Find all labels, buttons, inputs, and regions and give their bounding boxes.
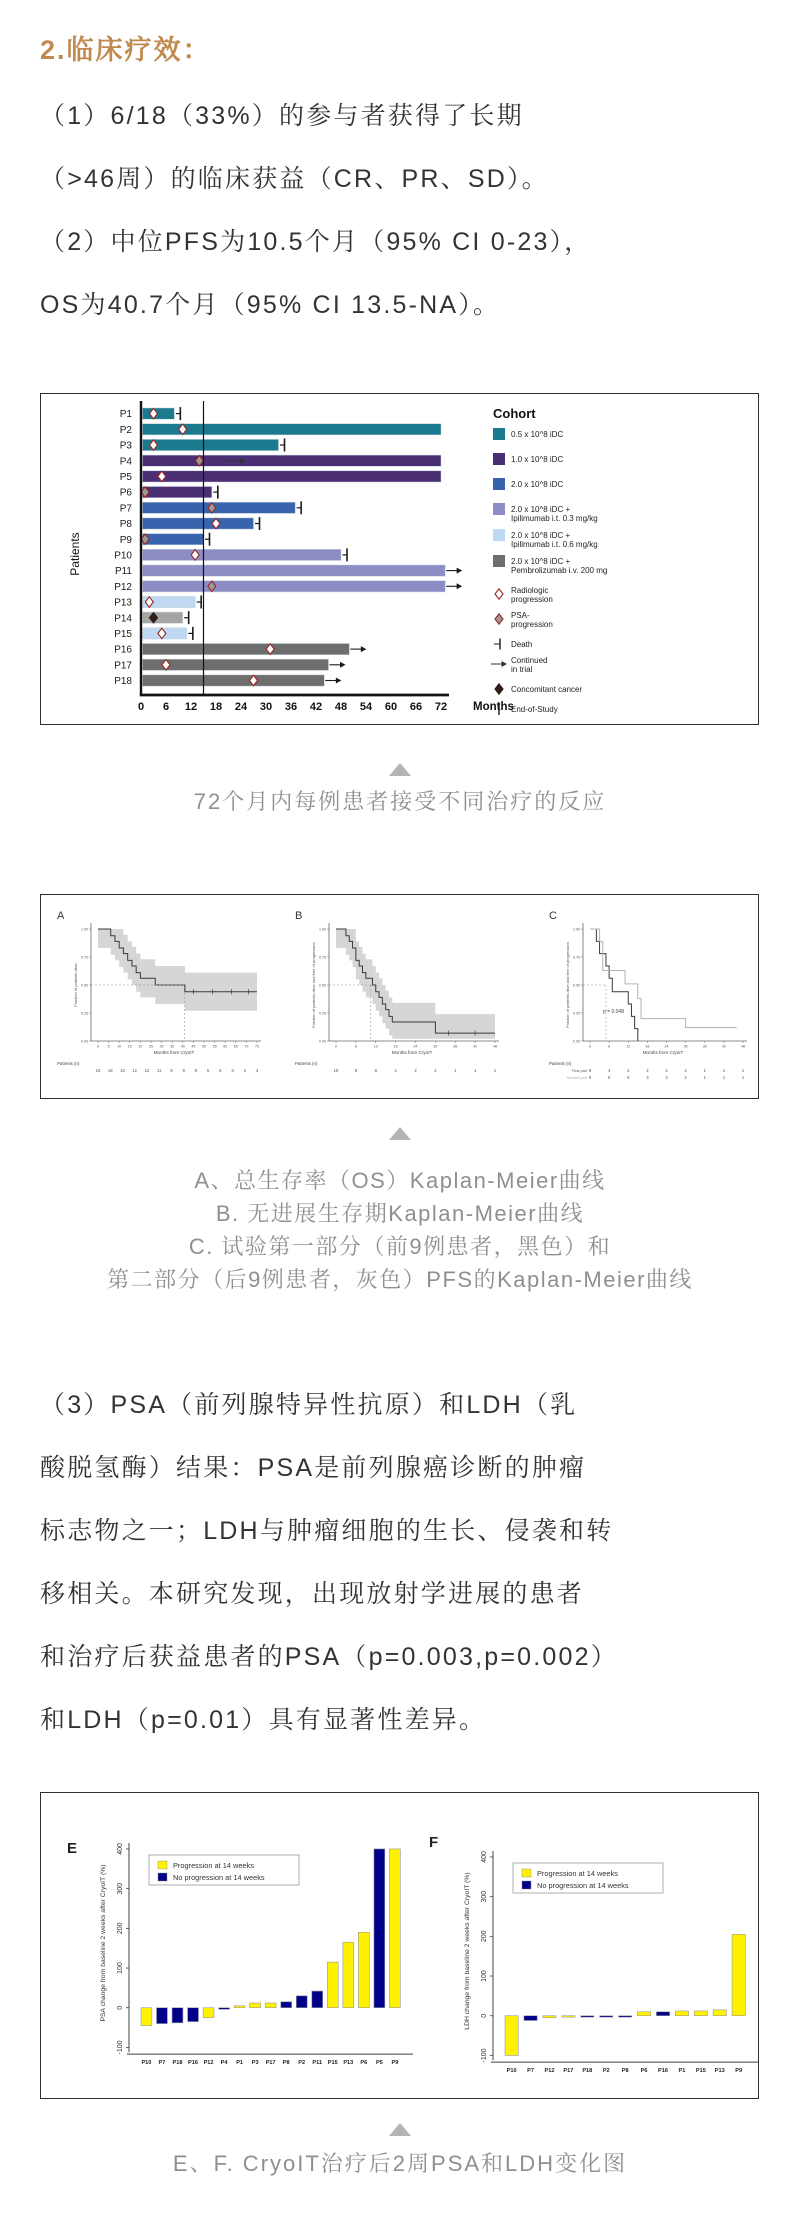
swimmer-bar-P4 [143,455,442,466]
paragraph-line: （1）6/18（33%）的参与者获得了长期 [40,102,524,130]
svg-text:36: 36 [284,701,298,713]
svg-text:P8: P8 [119,519,132,531]
svg-text:66: 66 [409,701,423,713]
svg-text:P10: P10 [141,2060,152,2067]
svg-text:0: 0 [97,1044,99,1049]
svg-text:P11: P11 [114,566,132,578]
svg-text:0.50: 0.50 [81,983,88,988]
svg-text:0.25: 0.25 [319,1011,326,1016]
svg-text:P6: P6 [640,2068,648,2075]
svg-text:P5: P5 [375,2060,383,2067]
section-heading: 2.临床疗效： [40,35,212,65]
swimmer-bar-P6 [143,487,212,498]
waterfall-caption: E、F. CryoIT治疗后2周PSA和LDH变化图 [172,2151,628,2176]
svg-text:P15: P15 [695,2068,706,2075]
paragraph-line: OS为40.7个月（95% CI 13.5-NA）。 [40,291,501,319]
km-caption-line: A、总生存率（OS）Kaplan-Meier曲线 [194,1168,606,1193]
svg-text:72: 72 [434,701,448,713]
svg-text:15: 15 [120,1068,125,1073]
swimmer-bar-P3 [143,439,279,450]
km-caption-block [40,1164,760,1296]
svg-text:P4: P4 [119,456,132,468]
svg-text:40: 40 [180,1044,185,1049]
svg-text:1: 1 [454,1068,457,1073]
svg-text:in trial: in trial [511,665,533,674]
svg-text:Concomitant cancer: Concomitant cancer [511,685,583,694]
svg-text:P3: P3 [119,440,132,452]
svg-text:100: 100 [117,1962,124,1974]
e-bar-P6 [358,1932,369,2007]
svg-text:0.00: 0.00 [573,1039,580,1044]
svg-text:400: 400 [117,1843,124,1855]
svg-text:P17: P17 [114,660,132,672]
svg-text:12: 12 [132,1068,138,1073]
svg-text:E: E [67,1840,78,1857]
svg-text:P7: P7 [119,503,132,515]
paragraph-line: 酸脱氢酶）结果：PSA是前列腺癌诊断的肿瘤 [40,1454,587,1482]
paragraph-psa-ldh [40,1374,760,1752]
svg-text:2: 2 [394,1068,397,1073]
paragraph-clinical-efficacy [40,85,760,337]
svg-text:P1: P1 [236,2060,244,2067]
svg-text:1: 1 [741,1068,745,1073]
swimmer-bar-P7 [143,502,296,513]
svg-text:12: 12 [373,1044,378,1049]
svg-text:P18: P18 [582,2068,593,2075]
svg-text:3: 3 [665,1075,668,1080]
paragraph-line: 标志物之一；LDH与肿瘤细胞的生长、侵袭和转 [40,1517,614,1545]
f-bar-P12 [543,2016,556,2018]
svg-text:25: 25 [149,1044,153,1049]
svg-text:P15: P15 [114,629,132,640]
e-bar-P15 [327,1962,338,2008]
svg-text:F: F [429,1834,439,1851]
svg-text:P17: P17 [563,2068,574,2075]
svg-text:P1: P1 [119,409,132,421]
svg-text:Death: Death [511,640,533,649]
svg-text:300: 300 [481,1890,488,1903]
swimmer-bar-P5 [143,471,442,482]
svg-text:Cohort: Cohort [493,406,536,421]
e-bar-P2 [296,1996,307,2008]
svg-text:48: 48 [741,1044,745,1049]
svg-text:First part: First part [572,1069,587,1073]
e-bar-P17 [265,2003,276,2008]
svg-text:0.75: 0.75 [81,955,88,960]
svg-text:progression: progression [511,620,553,629]
waterfall-charts [41,1793,758,2098]
triangle-up-icon [389,1127,411,1140]
svg-text:P18: P18 [172,2060,183,2067]
e-bar-P12 [203,2008,214,2018]
swimmer-bar-P1 [143,408,175,419]
svg-text:2: 2 [684,1068,687,1073]
svg-text:P13: P13 [343,2060,354,2067]
svg-text:0.75: 0.75 [319,955,326,960]
svg-text:5: 5 [219,1068,222,1073]
paragraph-line: （>46周）的临床获益（CR、PR、SD）。 [40,165,549,193]
svg-text:2: 2 [684,1075,687,1080]
svg-text:progression: progression [511,595,553,604]
swimmer-bar-P11 [143,565,446,576]
svg-text:P9: P9 [119,534,132,546]
svg-text:3: 3 [255,1068,259,1073]
svg-text:60: 60 [223,1044,228,1049]
svg-text:Months: Months [473,701,514,713]
svg-text:30: 30 [433,1044,438,1049]
svg-text:PSA change from baseline 2 wee: PSA change from baseline 2 weeks after CryoIT (%) [100,1864,107,2022]
svg-text:P9: P9 [735,2068,743,2075]
svg-text:18: 18 [209,701,223,713]
svg-text:P13: P13 [114,597,132,609]
svg-text:1: 1 [741,1075,745,1080]
svg-text:P12: P12 [203,2060,214,2067]
svg-text:0.50: 0.50 [319,983,326,988]
svg-text:P7: P7 [158,2060,166,2067]
svg-text:End-of-Study: End-of-Study [511,705,558,714]
svg-text:Months from CryoIT: Months from CryoIT [642,1050,684,1055]
f-bar-P16 [656,2012,669,2016]
svg-text:1: 1 [493,1068,497,1073]
svg-text:45: 45 [191,1044,196,1049]
svg-text:1.00: 1.00 [573,927,580,932]
svg-text:Patients (n): Patients (n) [549,1061,572,1066]
svg-text:6: 6 [354,1044,357,1049]
paragraph-line: 移相关。本研究发现，出现放射学进展的患者 [40,1580,585,1608]
svg-text:P4: P4 [220,2060,228,2067]
svg-text:65: 65 [233,1044,238,1049]
svg-text:0.50: 0.50 [573,983,580,988]
svg-text:Pembrolizumab i.v. 200 mg: Pembrolizumab i.v. 200 mg [511,566,608,575]
svg-text:P2: P2 [298,2060,306,2067]
svg-text:P17: P17 [265,2060,276,2067]
svg-text:LDH change from baseline 2 wee: LDH change from baseline 2 weeks after CryoIT (%) [464,1872,471,2030]
svg-text:2.0 x 10^8 iDC +: 2.0 x 10^8 iDC + [511,505,571,514]
svg-text:6: 6 [162,701,170,713]
article-content [0,28,800,2228]
svg-text:9: 9 [354,1068,358,1073]
km-caption-line: 第二部分（后9例患者，灰色）PFS的Kaplan-Meier曲线 [107,1267,693,1292]
svg-text:54: 54 [359,701,373,713]
swimmer-bar-P14 [143,612,183,623]
svg-text:2.0 x 10^8 iDC +: 2.0 x 10^8 iDC + [511,557,571,566]
svg-text:0.00: 0.00 [81,1039,88,1044]
svg-text:P11: P11 [312,2060,323,2067]
svg-text:5: 5 [206,1068,210,1073]
svg-text:15: 15 [127,1044,132,1049]
svg-text:24: 24 [234,701,248,713]
svg-text:Patients (n): Patients (n) [295,1061,318,1066]
svg-text:42: 42 [721,1044,726,1049]
e-bar-P4 [219,2008,230,2010]
swimmer-bar-P12 [143,581,446,592]
svg-text:PSA-: PSA- [511,611,530,620]
svg-text:10: 10 [117,1044,122,1049]
svg-text:1: 1 [722,1068,726,1073]
svg-text:P12: P12 [544,2068,555,2075]
svg-text:75: 75 [255,1044,259,1049]
svg-text:0: 0 [137,701,145,713]
svg-text:-100: -100 [117,2040,124,2055]
svg-text:2: 2 [434,1068,437,1073]
svg-text:3: 3 [231,1068,234,1073]
svg-text:11: 11 [156,1068,162,1073]
svg-text:5: 5 [627,1075,630,1080]
triangle-up-icon [389,763,411,776]
svg-text:12: 12 [184,701,198,713]
svg-text:24: 24 [413,1044,418,1049]
svg-text:2: 2 [665,1068,668,1073]
svg-text:0: 0 [335,1044,337,1049]
svg-text:5: 5 [107,1044,110,1049]
svg-text:2.0 x 10^8 iDC: 2.0 x 10^8 iDC [511,480,564,489]
svg-text:P18: P18 [114,676,132,688]
e-bar-P13 [343,1942,354,2008]
svg-text:42: 42 [309,701,323,713]
svg-text:9: 9 [182,1068,185,1073]
svg-text:1.00: 1.00 [81,927,88,932]
kaplan-meier-chart [41,895,758,1098]
svg-text:6: 6 [608,1044,611,1049]
e-bar-P5 [374,1849,385,2008]
svg-text:9: 9 [588,1075,592,1080]
svg-text:P10: P10 [506,2068,517,2075]
figure-psa-ldh-waterfall [40,1792,759,2099]
svg-text:P2: P2 [119,424,132,436]
swimmer-caption: 72个月内每例患者接受不同治疗的反应 [193,789,607,814]
svg-text:30: 30 [259,701,273,713]
svg-text:1: 1 [473,1068,477,1073]
svg-text:Patients: Patients [68,532,82,576]
svg-text:48: 48 [334,701,348,713]
svg-text:70: 70 [244,1044,249,1049]
f-bar-P2 [600,2016,613,2017]
svg-text:Fraction of patients alive: Fraction of patients alive [73,963,78,1007]
svg-text:0.75: 0.75 [573,955,580,960]
svg-text:P16: P16 [658,2068,668,2075]
f-bar-P15 [694,2011,707,2016]
swimmer-bar-P16 [143,644,350,655]
svg-text:Radiologic: Radiologic [511,586,549,595]
swimmer-bar-P10 [143,549,342,560]
svg-text:Ipilimumab i.t. 0.3 mg/kg: Ipilimumab i.t. 0.3 mg/kg [511,514,598,523]
svg-text:8: 8 [374,1068,377,1073]
svg-text:P6: P6 [360,2060,368,2067]
svg-text:P14: P14 [114,613,132,625]
svg-text:1.0 x 10^8 iDC: 1.0 x 10^8 iDC [511,455,564,464]
svg-text:4: 4 [607,1068,611,1073]
e-bar-P16 [188,2008,199,2022]
svg-text:0.5 x 10^8 iDC: 0.5 x 10^8 iDC [511,430,564,439]
triangle-up-icon [389,2123,411,2136]
e-bar-P9 [389,1849,400,2008]
paragraph-line: 和治疗后获益患者的PSA（p=0.003,p=0.002） [40,1643,618,1671]
svg-text:200: 200 [117,1922,124,1935]
svg-text:9: 9 [170,1068,173,1073]
svg-text:P13: P13 [714,2068,725,2075]
svg-text:No progression at 14 weeks: No progression at 14 weeks [173,1873,265,1882]
svg-text:8: 8 [194,1068,198,1073]
svg-text:18: 18 [393,1044,398,1049]
f-bar-P6 [637,2012,650,2016]
svg-text:18: 18 [107,1068,113,1073]
swimmer-bar-P8 [143,518,254,529]
svg-text:Progression at 14 weeks: Progression at 14 weeks [537,1869,618,1878]
svg-text:P2: P2 [602,2068,610,2075]
figure-kaplan-meier [40,894,759,1099]
svg-text:2.0 x 10^8 iDC +: 2.0 x 10^8 iDC + [511,531,571,540]
svg-text:C: C [549,910,557,922]
f-bar-P17 [562,2016,575,2017]
svg-text:18: 18 [645,1044,650,1049]
svg-text:30: 30 [159,1044,164,1049]
svg-text:35: 35 [170,1044,175,1049]
svg-text:0: 0 [589,1044,591,1049]
svg-text:1: 1 [703,1068,706,1073]
svg-text:Months from CryoIT: Months from CryoIT [391,1050,433,1055]
svg-text:P6: P6 [119,487,132,499]
svg-text:2: 2 [627,1068,630,1073]
svg-text:P15: P15 [327,2060,338,2067]
e-bar-P11 [312,1991,323,2008]
svg-text:48: 48 [493,1044,497,1049]
paragraph-line: 和LDH（p=0.01）具有显著性差异。 [40,1706,487,1734]
svg-text:1: 1 [703,1075,706,1080]
svg-text:Progression at 14 weeks: Progression at 14 weeks [173,1861,254,1870]
svg-text:2: 2 [414,1068,417,1073]
svg-text:-100: -100 [481,2048,488,2063]
e-bar-P18 [172,2008,183,2023]
svg-text:200: 200 [481,1930,488,1943]
f-bar-P7 [524,2016,537,2021]
svg-text:Fraction of patients alive and: Fraction of patients alive and free of progression [311,942,316,1028]
km-caption-line: C. 试验第一部分（前9例患者，黑色）和 [188,1234,612,1259]
svg-text:1: 1 [722,1075,726,1080]
svg-text:0: 0 [117,2005,124,2010]
svg-text:12: 12 [144,1068,150,1073]
svg-text:50: 50 [202,1044,206,1049]
svg-text:1.00: 1.00 [319,927,326,932]
svg-text:0: 0 [481,2013,488,2018]
swimmer-bar-P18 [143,675,325,686]
svg-text:100: 100 [481,1970,488,1982]
svg-text:18: 18 [95,1068,101,1073]
svg-text:36: 36 [702,1044,707,1049]
svg-text:B: B [295,910,303,922]
f-bar-P10 [505,2016,518,2056]
swimmer-bar-P9 [143,534,204,545]
svg-text:42: 42 [473,1044,478,1049]
svg-text:20: 20 [138,1044,143,1049]
svg-text:Patients (n): Patients (n) [57,1061,80,1066]
km-caption-line: B. 无进展生存期Kaplan-Meier曲线 [215,1201,585,1226]
svg-text:9: 9 [588,1068,592,1073]
svg-text:0.25: 0.25 [573,1011,580,1016]
svg-text:Ipilimumab i.t. 0.6 mg/kg: Ipilimumab i.t. 0.6 mg/kg [511,540,598,549]
svg-text:12: 12 [626,1044,631,1049]
svg-text:300: 300 [117,1882,124,1895]
svg-text:P16: P16 [188,2060,199,2067]
svg-text:p = 0.048: p = 0.048 [603,1009,624,1015]
figure-swimmer-plot [40,393,759,725]
svg-text:18: 18 [333,1068,339,1073]
svg-text:P16: P16 [114,644,132,656]
f-bar-P18 [581,2016,594,2017]
svg-text:60: 60 [384,701,398,713]
svg-text:36: 36 [453,1044,458,1049]
f-bar-P13 [713,2010,726,2016]
f-bar-P8 [619,2016,632,2017]
svg-text:3: 3 [243,1068,246,1073]
e-bar-P8 [281,2002,292,2008]
svg-text:P9: P9 [391,2060,399,2067]
svg-text:P12: P12 [114,581,132,593]
svg-text:3: 3 [646,1075,649,1080]
f-bar-P9 [732,1934,745,2015]
svg-text:P3: P3 [251,2060,259,2067]
e-bar-P3 [250,2003,261,2008]
svg-text:30: 30 [683,1044,688,1049]
e-bar-P1 [234,2006,245,2008]
svg-text:0.00: 0.00 [319,1039,326,1044]
svg-text:P8: P8 [282,2060,290,2067]
paragraph-line: （3）PSA（前列腺特异性抗原）和LDH（乳 [40,1391,578,1419]
svg-text:Fraction of patients alive and: Fraction of patients alive and free of progression [565,942,570,1028]
paragraph-line: （2）中位PFS为10.5个月（95% CI 0-23）， [40,228,592,256]
svg-text:A: A [57,910,65,922]
f-bar-P1 [675,2011,688,2016]
svg-text:55: 55 [212,1044,217,1049]
e-bar-P7 [157,2008,168,2024]
svg-text:400: 400 [481,1851,488,1863]
svg-text:P10: P10 [114,550,132,562]
svg-text:Months from CryoIT: Months from CryoIT [153,1050,195,1055]
svg-text:P7: P7 [527,2068,534,2075]
svg-text:P8: P8 [621,2068,629,2075]
svg-text:0.25: 0.25 [81,1011,88,1016]
svg-text:Continued: Continued [511,656,548,665]
svg-text:2: 2 [646,1068,649,1073]
svg-text:P1: P1 [678,2068,686,2075]
svg-text:24: 24 [664,1044,669,1049]
svg-text:Second part: Second part [566,1076,587,1080]
e-bar-P10 [141,2008,152,2026]
svg-text:No progression at 14 weeks: No progression at 14 weeks [537,1881,629,1890]
swimmer-chart [41,394,758,724]
svg-text:P5: P5 [119,472,132,483]
svg-text:6: 6 [607,1075,611,1080]
